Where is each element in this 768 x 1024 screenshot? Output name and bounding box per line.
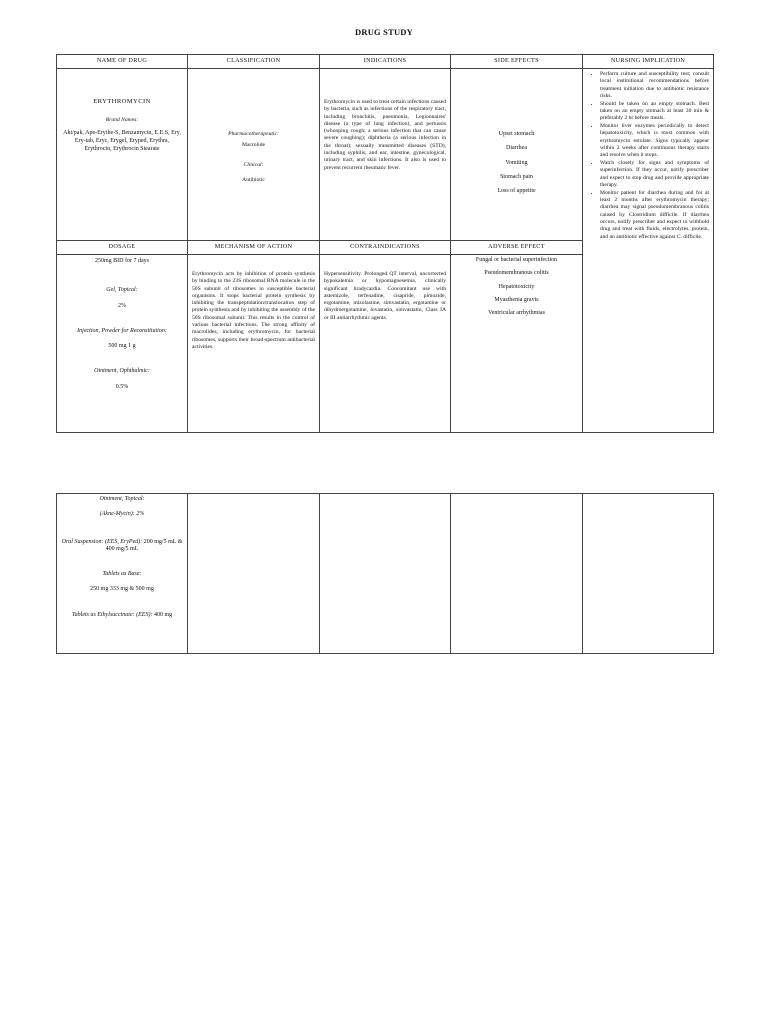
side-effects-cell — [451, 69, 583, 241]
gel-topical-value: 2% — [118, 302, 126, 309]
empty-cell — [451, 494, 583, 654]
clinical-label: Clinical: — [243, 161, 264, 168]
side-effect-item: Loss of appetite — [497, 188, 536, 195]
contraindications-cell — [320, 255, 451, 433]
adverse-effect-cell — [451, 255, 583, 433]
side-effect-item: Stomach pain — [500, 173, 533, 180]
tablets-ethylsuccinate-label: Tablets as Ethylsuccinate: (EES): — [71, 611, 153, 618]
nursing-item: • Perform culture and susceptibility test; consult local institutional recommendations before treatment initiation due to antibiotic resistance risks. — [600, 71, 709, 100]
ointment-ophthalmic-value: 0.5% — [115, 383, 129, 390]
gel-topical-label: Gel, Topical: — [106, 287, 138, 294]
classification-cell — [188, 69, 320, 241]
header-classification: CLASSIFICATION — [188, 55, 320, 69]
nursing-item: • Should be taken on an empty stomach. Best taken on an empty stomach at least 30 min & preferably 2 hr before meals. — [600, 101, 709, 123]
drug-study-table-continued — [56, 493, 714, 654]
empty-cell — [320, 494, 451, 654]
pharmacotherapeutic-value: Macrolide — [242, 142, 265, 149]
brand-names: Akt/pak, Ape-Erythe-S, Benzamycin, E.E.S, Ery, Ery-tab, Eryc, Erygel, Eryped, Erythra, Erythrocin, Erythrocin Stearate — [63, 129, 181, 152]
side-effect-item: Vomiting — [505, 159, 528, 166]
header-mechanism-of-action: MECHANISM OF ACTION — [188, 241, 320, 255]
header-indications: INDICATIONS — [320, 55, 451, 69]
indications-cell — [320, 69, 451, 241]
header-dosage: DOSAGE — [57, 241, 188, 255]
oral-suspension-label: Oral Suspension: (EES, EryPed): — [61, 538, 143, 545]
adverse-effect-item: Hepatotoxicity — [498, 283, 535, 290]
clinical-value: Antibiotic — [242, 176, 265, 183]
injection-label: Injection, Powder for Reconstitution: — [77, 327, 167, 334]
dosage-continued-cell — [57, 494, 188, 654]
side-effect-item: Upset stomach — [498, 131, 535, 137]
brand-names-label: Brand Names: — [105, 117, 139, 124]
header-side-effects: SIDE EFFECTS — [451, 55, 583, 69]
injection-value: 500 mg 1 g — [108, 343, 136, 350]
header-contraindications: CONTRAINDICATIONS — [320, 241, 451, 255]
header-adverse-effect: ADVERSE EFFECT — [451, 241, 583, 255]
drug-name: ERYTHROMYCIN — [93, 98, 151, 105]
mechanism-cell — [188, 255, 320, 433]
tablets-base-label: Tablets as Base: — [102, 571, 142, 578]
empty-cell — [583, 494, 714, 654]
adverse-effect-item: Ventricular arrhythmias — [488, 310, 545, 317]
nursing-item: • Monitor liver enzymes periodically to detect hepatotoxicity, which is most common with erythromycin estolate. Signs typically appear within 2 weeks after continuous therapy starts and resolve when it stops. — [600, 123, 709, 159]
oral-suspension-value: 200 mg/5 mL & 400 mg/5 mL — [105, 538, 183, 552]
empty-cell — [188, 494, 320, 654]
ointment-ophthalmic-label: Ointment, Ophthalmic: — [94, 368, 150, 375]
nursing-item: • Monitor patient for diarrhea during and for at least 2 months after erythromycin therapy; diarrhea may signal pseudomembranous colitis caused by Clostridium difficile. If diarrhea occurs, notify prescriber and expect to withhold drug and treat with fluids, electrolytes, protein, and an antibiotic effective against C. difficile. — [600, 190, 709, 241]
side-effect-item: Diarrhea — [506, 145, 527, 152]
tablets-ethylsuccinate-value: 400 mg — [153, 611, 173, 618]
header-name-of-drug: NAME OF DRUG — [57, 55, 188, 69]
ointment-topical-value: (Akne-Mycin): 2% — [99, 511, 145, 518]
pharmacotherapeutic-label: Pharmacotherapeutic: — [228, 131, 279, 137]
ointment-topical-label: Ointment, Topical: — [99, 496, 145, 502]
dosage-regimen: 250mg BID for 7 days — [95, 258, 149, 264]
nursing-implication-cell — [583, 69, 714, 433]
drug-study-table — [56, 54, 714, 433]
dosage-cell — [57, 255, 188, 433]
drug-name-cell — [57, 69, 188, 241]
header-nursing-implication: NURSING IMPLICATION — [583, 55, 714, 69]
adverse-effect-item: Myasthenia gravis — [494, 296, 539, 303]
page-title: DRUG STUDY — [355, 27, 413, 37]
adverse-effect-item: Fungal or bacterial superinfection — [475, 257, 558, 263]
tablets-base-value: 250 mg 333 mg & 500 mg — [90, 586, 154, 593]
contraindications-text: Hypersensitivity. Prolonged QT interval, uncorrected hypokalemia or hypomagnesemia, clinically significant bradycardia. Concomitant use with astemizole, terfenadine, cisapride, pimozide, ergotamine, mizolastine, simvastatin, ergotamine or dihydroergotamine, lovastatin, simvastatin, Class IA or III antiarrhythmic agents. — [324, 271, 446, 321]
indications-text: Erythromycin is used to treat certain infections caused by bacteria, such as infections of the respiratory tract, including bronchitis, pneumonia, Legionnaires' disease (a type of lung infection), and pertussis (whooping cough; a serious infection that can cause severe coughing); diphtheria (a serious infection in the throat); sexually transmitted diseases (STD), including syphilis; and ear, intestine, gynecological, urinary tract, and skin infections. It also is used to prevent recurrent rheumatic fever. — [324, 99, 446, 171]
adverse-effect-item: Pseudomembranous colitis — [484, 270, 549, 277]
mechanism-text: Erythromycin acts by inhibition of protein synthesis by binding to the 23S ribosomal RNA molecule in the 50S subunit of ribosomes in susceptible bacterial organisms. It stops bacterial protein synthesis by inhibiting the transpeptidation/translocation step of protein synthesis and by inhibiting the assembly of the 50S ribosomal subunit. This results in the control of various bacterial infections. The strong affinity of macrolides, including erythromycin, for bacterial ribosomes, supports their broad-spectrum antibacterial activities. — [192, 271, 315, 350]
nursing-item: • Watch closely for signs and symptoms of superinfection. If they occur, notify prescriber and expect to stop drug and provide appropriate therapy. — [600, 160, 709, 189]
